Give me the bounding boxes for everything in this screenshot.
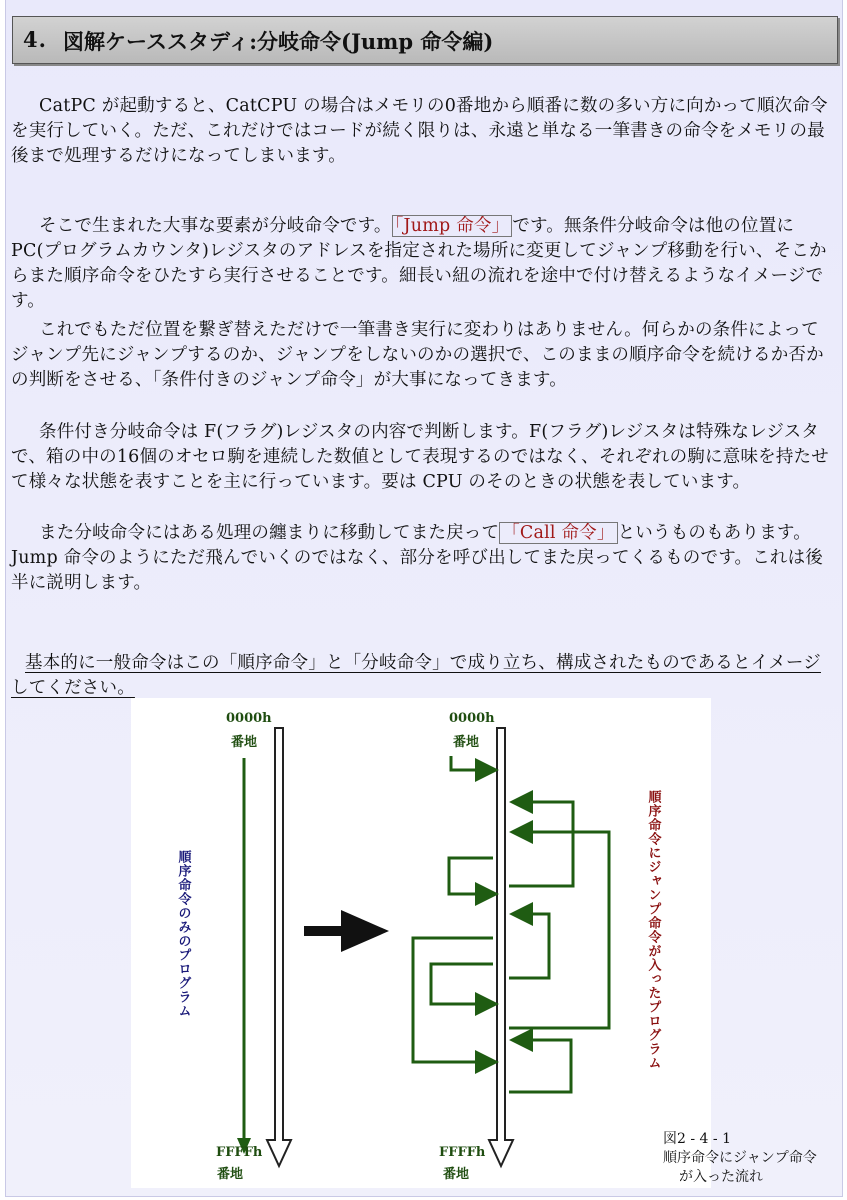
figure-caption-number: 図2 - 4 - 1: [663, 1131, 731, 1147]
paragraph-conditional: これでもただ位置を繋ぎ替えただけで一筆書き実行に変わりはありません。何らかの条件によってジャンプ先にジャンプするのか、ジャンプをしないのかの選択で、このままの順序命令を続けるか否かの判断をさせる、「条件付きのジャンプ命令」が大事になってきます。: [11, 320, 824, 390]
right-memory-bar: [489, 728, 513, 1166]
left-top-label: 番地: [231, 735, 258, 750]
call-instruction-highlight: 「Call 命令」: [499, 522, 617, 544]
paragraph-call: [11, 521, 835, 596]
left-bottom-address: FFFFh: [216, 1145, 263, 1160]
paragraph-call-text-b: というものもあります。Jump 命令のようにただ飛んでいくのではなく、部分を呼び出してまた戻ってくるものです。これは後半に説明します。: [11, 523, 823, 593]
paragraph-call-text-a: また分岐命令にはある処理の纏まりに移動してまた戻って: [39, 523, 500, 543]
paragraph-flag-register: 条件付き分岐命令は F(フラグ)レジスタの内容で判断します。F(フラグ)レジスタは特殊なレジスタで、箱の中の16個のオセロ駒を連続した数値として表現するのではなく、それぞれの駒に意味を持たせて様々な状態を表すことを主に行っています。要は CPU のそのときの状態を表しています。: [11, 422, 829, 492]
flow-diagram: [131, 698, 711, 1188]
left-bottom-label: 番地: [217, 1167, 244, 1182]
left-flow-arrow: [237, 758, 251, 1154]
figure-caption-line2: 順序命令にジャンプ命令: [663, 1150, 817, 1166]
section-heading: [12, 16, 838, 64]
figure-caption-line3: が入った流れ: [679, 1169, 763, 1185]
jump-instruction-highlight: 「Jump 命令」: [392, 215, 513, 237]
paragraph-jump-text-b: です。無条件分岐命令は他の位置に PC(プログラムカウンタ)レジスタのアドレスを指定された場所に変更してジャンプ移動を行い、そこからまた順序命令をひたすら実行させることです。細長い紐の流れを途中で付け替えるようなイメージです。: [11, 216, 827, 311]
flow-diagram-svg: [131, 698, 711, 1188]
right-top-address: 0000h: [449, 711, 495, 726]
jump-arrows: [413, 756, 609, 1092]
paragraph-jump: [11, 214, 835, 314]
right-bottom-label: 番地: [443, 1167, 470, 1182]
section-number: 4.: [23, 27, 47, 52]
right-top-label: 番地: [453, 735, 480, 750]
left-vertical-label: 順序命令のみのプログラム: [175, 850, 191, 1018]
left-memory-bar: [267, 728, 291, 1166]
paragraph-jump-text-a: そこで生まれた大事な要素が分岐命令です。: [39, 216, 392, 236]
paragraph-summary: 基本的に一般命令はこの「順序命令」と「分岐命令」で成り立ち、構成されたものであるとイメージしてください。: [11, 653, 821, 698]
section-title: 図解ケーススタディ:分岐命令(Jump 命令編): [63, 29, 494, 54]
paragraph-startup: CatPC が起動すると、CatCPU の場合はメモリの0番地から順番に数の多い方に向かって順次命令を実行していく。ただ、これだけではコードが続く限りは、永遠と単なる一筆書きの命令をメモリの最後まで処理するだけになってしまいます。: [11, 96, 828, 166]
transition-arrow: [304, 910, 389, 952]
left-top-address: 0000h: [226, 711, 272, 726]
right-bottom-address: FFFFh: [439, 1145, 486, 1160]
right-vertical-label: 順序命令にジャンプ命令が入ったプログラム: [645, 790, 661, 1070]
figure-caption: [663, 1130, 843, 1187]
